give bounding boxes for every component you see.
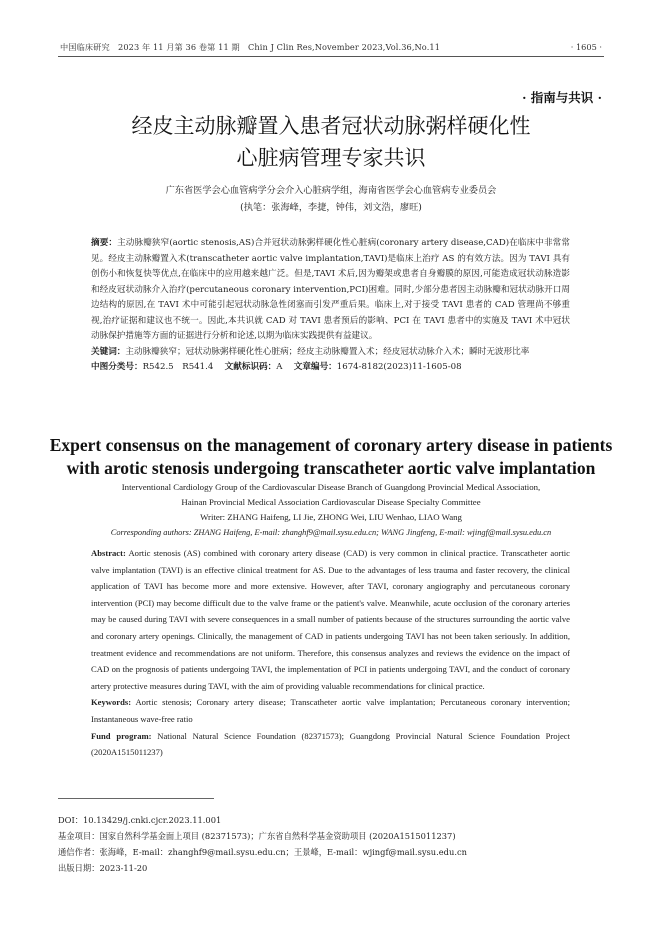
footnotes: [58, 812, 604, 876]
chinese-keywords-text: 主动脉瓣狭窄；冠状动脉粥样硬化性心脏病；经皮主动脉瓣置入术；经皮冠状动脉介入术；瞬时无波形比率: [125, 346, 530, 357]
chinese-title-line-2: 心脏病管理专家共识: [236, 146, 426, 170]
page-number: · 1605 ·: [570, 42, 602, 52]
english-affiliation: [40, 480, 622, 525]
fund-line: 基金项目：国家自然科学基金面上项目 (82371573)；广东省自然科学基金资助项目 (2020A1515011237): [58, 831, 456, 841]
doi-line: DOI：10.13429/j.cnki.cjcr.2023.11.001: [58, 815, 222, 825]
doc-code-label: 文献标识码：: [224, 362, 277, 372]
classification-line: [91, 360, 570, 376]
chinese-affiliation-text: 广东省医学会心血管病学分会介入心脏病学组，海南省医学会心血管病专业委员会: [165, 185, 497, 196]
classification-label: 中图分类号：: [91, 362, 143, 372]
chinese-affiliation: [58, 182, 604, 216]
chinese-writers: (执笔：张海峰，李捷，钟伟，刘文浩，廖旺): [240, 202, 422, 213]
article-no-value: 1674-8182(2023)11-1605-08: [336, 362, 462, 372]
running-header: [58, 40, 604, 57]
english-title: [40, 434, 622, 480]
english-affiliation-line-1: Interventional Cardiology Group of the Cardiovascular Disease Branch of Guangdong Provincial Medical Association,: [121, 482, 541, 492]
corresponding-authors: Corresponding authors: ZHANG Haifeng, E-mail: zhanghf9@mail.sysu.edu.cn; WANG Jingfeng, E-mail: wjingf@mail.sysu.edu.cn: [110, 528, 552, 537]
english-fund-text: National Natural Science Foundation (82371573); Guangdong Provincial Natural Science Foundation Project (2020A1515011237): [91, 730, 570, 758]
chinese-abstract-text: 主动脉瓣狭窄(aortic stenosis,AS)合并冠状动脉粥样硬化性心脏病(coronary artery disease,CAD)在临床中非常常见。经皮主动脉瓣置入术(transcatheter aortic valve implantation,TAVI)是临床上治疗 AS 的有效方法。因为 TAVI 具有创伤小和恢复快等优点,在临床中的应用越来越广泛。但是,TAVI 术后,因为瓣架或患者自身瓣膜的原因,可能造成冠状动脉造影和经皮冠状动脉介入治疗(percutaneous coronary intervention,PCI)困难。同时,少部分患者因主动脉瓣和冠状动脉开口周边结构的原因,在 TAVI 术中可能引起冠状动脉急性闭塞而引发严重后果。临床上,对于接受 TAVI 患者的 CAD 管理尚不够重视,治疗证据和建议也不统一。因此,本共识就 CAD 对 TAVI 患者预后的影响、PCI 在 TAVI 患者中的实施及 TAVI 术中冠状动脉保护措施等方面的证据进行分析和论述,以期为临床实践提供有益建议。: [91, 238, 570, 341]
english-fund: [91, 728, 570, 761]
english-affiliation-line-2: Hainan Provincial Medical Association Cardiovascular Disease Specialty Committee: [181, 497, 481, 507]
publish-date-line: 出版日期：2023-11-20: [58, 863, 148, 873]
english-title-line-2: with arotic stenosis undergoing transcatheter aortic valve implantation: [66, 458, 596, 478]
corresponding-line: 通信作者：张海峰，E-mail：zhanghf9@mail.sysu.edu.cn；王景峰，E-mail：wjingf@mail.sysu.edu.cn: [58, 847, 467, 857]
english-abstract-text: Aortic stenosis (AS) combined with coronary artery disease (CAD) is very common in clinical practice. Transcatheter aortic valve implantation (TAVI) is an effective clinical treatment for AS. Due to the advantages of less trauma and faster recovery, the clinical application of TAVI has become more and more extensive. However, after TAVI, coronary angiography and percutaneous coronary intervention (PCI) may become difficult due to the valve frame or the patient's valve. Meanwhile, acute occlusion of the coronary arteries may be caused during TAVI with severe consequences in a small number of patients because of the structures surrounding the aortic valve and coronary artery openings. Clinically, the management of CAD in patients undergoing TAVI has not been taken seriously. In addition, treatment evidence and recommendations are not uniform. Therefore, this consensus analyzes and reviews the evidence on the impact of CAD on the prognosis of patients undergoing TAVI, the implementation of PCI in patients undergoing TAVI, and the conduct of coronary artery protective measures during TAVI, with the aim of providing valuable recommendations for clinical practice.: [91, 548, 570, 691]
classification-value: R542.5 R541.4: [142, 362, 214, 372]
chinese-keywords-label: 关键词：: [91, 346, 126, 357]
chinese-title-line-1: 经皮主动脉瓣置入患者冠状动脉粥样硬化性: [131, 114, 531, 138]
doc-code-value: A: [276, 362, 283, 372]
chinese-abstract-label: 摘要：: [91, 238, 118, 248]
english-abstract-label: Abstract:: [91, 548, 126, 558]
english-abstract-block: [91, 545, 570, 761]
english-title-line-1: Expert consensus on the management of coronary artery disease in patients: [49, 435, 613, 455]
article-no-label: 文章编号：: [293, 362, 337, 372]
english-fund-label: Fund program:: [91, 730, 152, 741]
chinese-keywords: [91, 345, 570, 361]
english-keywords-label: Keywords:: [91, 697, 132, 708]
english-keywords: [91, 694, 570, 727]
english-abstract: [91, 545, 570, 694]
chinese-abstract-block: [91, 236, 570, 376]
english-keywords-text: Aortic stenosis; Coronary artery disease; Transcatheter aortic valve implantation; Percutaneous coronary intervention; Instantaneous wave-free ratio: [91, 697, 570, 724]
chinese-title: [58, 110, 604, 174]
journal-citation: 中国临床研究 2023 年 11 月第 36 卷第 11 期 Chin J Clin Res,November 2023,Vol.36,No.11: [60, 42, 441, 52]
english-writer: Writer: ZHANG Haifeng, LI Jie, ZHONG Wei, LIU Wenhao, LIAO Wang: [200, 512, 462, 522]
footnote-divider: [58, 798, 214, 799]
section-label: · 指南与共识 ·: [522, 90, 602, 105]
chinese-abstract: [91, 236, 570, 345]
